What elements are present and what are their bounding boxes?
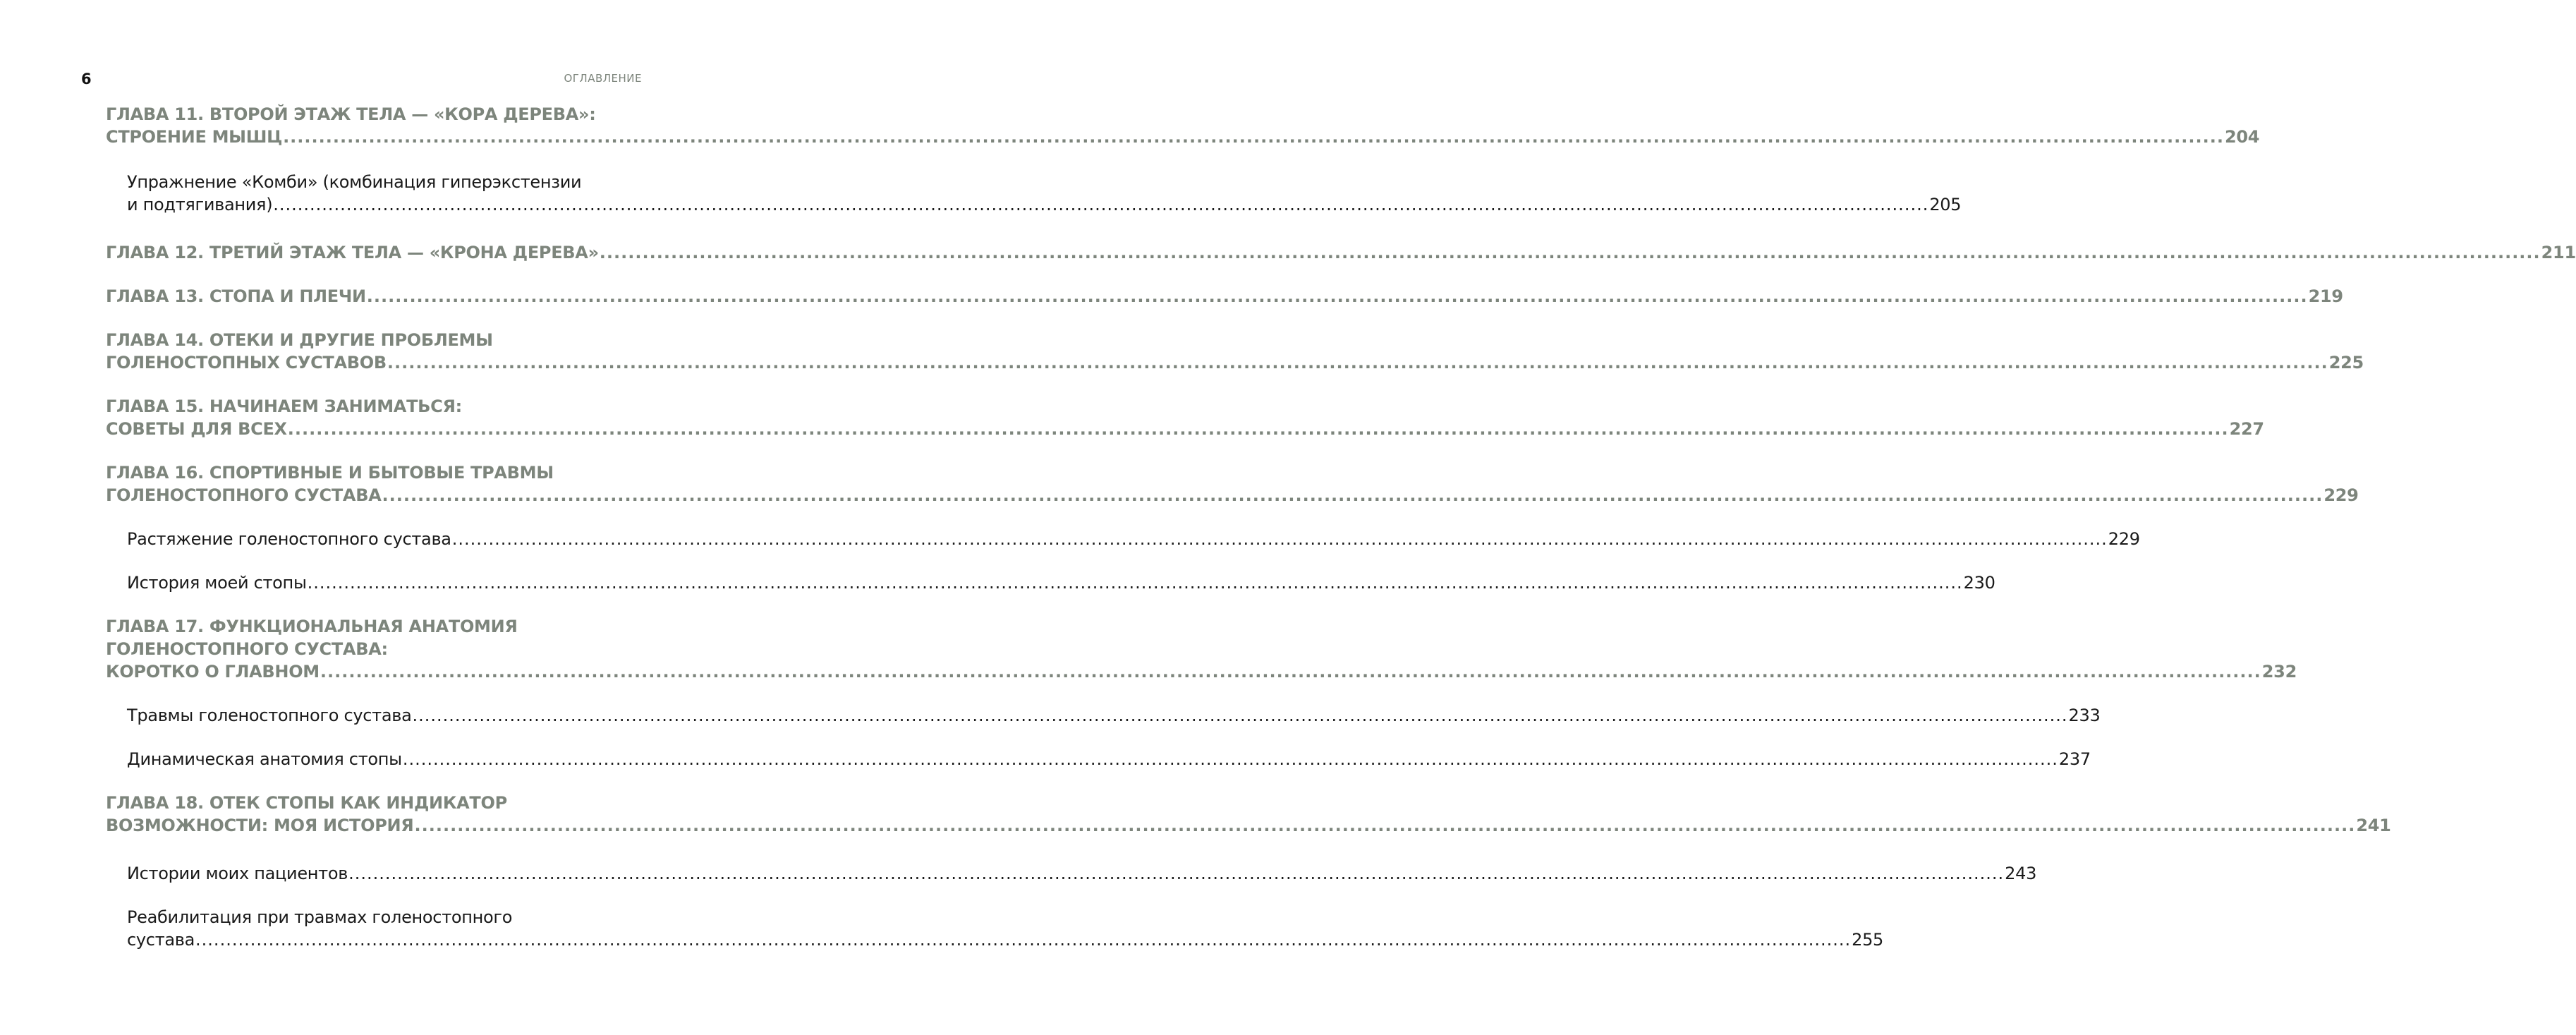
entry-title-line: и подтягивания) — [127, 195, 273, 214]
entry-last-line — [106, 418, 2264, 440]
entry-title-line: ГОЛЕНОСТОПНЫХ СУСТАВОВ — [106, 353, 387, 373]
entry-page-number: 229 — [2323, 485, 2359, 505]
entry-title-line: ГОЛЕНОСТОПНОГО СУСТАВА: — [106, 639, 388, 659]
entry-page-number: 219 — [2308, 286, 2343, 306]
entry-title-line: ГЛАВА 13. СТОПА И ПЛЕЧИ — [106, 286, 366, 306]
toc-chapter-entry[interactable] — [106, 461, 2359, 507]
entry-title-line: СТРОЕНИЕ МЫШЦ — [106, 127, 283, 147]
entry-title-line: Растяжение голеностопного сустава — [127, 529, 451, 549]
entry-page-number: 230 — [1963, 573, 1995, 593]
entry-page-number: 227 — [2229, 419, 2264, 439]
toc-subsection-entry[interactable] — [106, 571, 1995, 594]
entry-page-number: 237 — [2058, 749, 2091, 769]
entry-last-line — [127, 528, 2140, 550]
entry-title-line: ГЛАВА 15. НАЧИНАЕМ ЗАНИМАТЬСЯ: — [106, 397, 462, 416]
dot-leader: ................................................................................................................................................................................................................................................................................ — [402, 749, 2058, 769]
entry-title-line: сустава — [127, 930, 195, 950]
entry-page-number: 211 — [2541, 243, 2576, 262]
entry-last-line — [106, 484, 2359, 507]
entry-page-number: 233 — [2068, 706, 2101, 725]
dot-leader: ................................................................................................................................................................................................................................................................................ — [451, 529, 2108, 549]
running-header: ОГЛАВЛЕНИЕ — [564, 72, 642, 85]
toc-chapter-entry[interactable] — [106, 395, 2264, 440]
entry-title-line: ВОЗМОЖНОСТИ: МОЯ ИСТОРИЯ — [106, 816, 414, 835]
entry-last-line — [106, 660, 2297, 683]
dot-leader: ................................................................................................................................................................................................................................................................................ — [348, 864, 2005, 883]
entry-page-number: 205 — [1929, 195, 1962, 214]
dot-leader: ................................................................................................................................................................................................................................................................................ — [412, 706, 2068, 725]
entry-title-line: СОВЕТЫ ДЛЯ ВСЕХ — [106, 419, 287, 439]
dot-leader: ................................................................................................................................................................................................................................................................................ — [387, 353, 2328, 373]
dot-leader: ................................................................................................................................................................................................................................................................................ — [283, 127, 2224, 147]
entry-title-line: ГЛАВА 16. СПОРТИВНЫЕ И БЫТОВЫЕ ТРАВМЫ — [106, 463, 554, 483]
entry-page-number: 225 — [2328, 353, 2364, 373]
toc-chapter-entry[interactable] — [106, 329, 2364, 374]
entry-title-line: ГЛАВА 17. ФУНКЦИОНАЛЬНАЯ АНАТОМИЯ — [106, 617, 518, 636]
toc-subsection-entry[interactable] — [106, 748, 2091, 770]
entry-title-line: ГЛАВА 14. ОТЕКИ И ДРУГИЕ ПРОБЛЕМЫ — [106, 330, 493, 350]
toc-chapter-entry[interactable] — [106, 285, 2343, 308]
dot-leader: ................................................................................................................................................................................................................................................................................ — [195, 930, 1852, 950]
toc-subsection-entry[interactable] — [106, 171, 1962, 216]
entry-title-line: Травмы голеностопного сустава — [127, 706, 412, 725]
entry-page-number: 243 — [2005, 864, 2037, 883]
dot-leader: ................................................................................................................................................................................................................................................................................ — [307, 573, 1963, 593]
entry-title-line: ГЛАВА 11. ВТОРОЙ ЭТАЖ ТЕЛА — «КОРА ДЕРЕВА»: — [106, 104, 596, 124]
entry-page-number: 232 — [2261, 662, 2297, 682]
entry-title-line: Реабилитация при травмах голеностопного — [127, 907, 513, 927]
toc-subsection-entry[interactable] — [106, 906, 1884, 951]
dot-leader: ................................................................................................................................................................................................................................................................................ — [287, 419, 2229, 439]
toc-chapter-entry[interactable] — [106, 792, 2391, 837]
entry-last-line — [127, 704, 2101, 727]
entry-last-line — [127, 571, 1995, 594]
entry-last-line — [106, 351, 2364, 374]
toc-subsection-entry[interactable] — [106, 862, 2037, 885]
entry-page-number: 241 — [2356, 816, 2391, 835]
entry-page-number: 229 — [2108, 529, 2140, 549]
entry-title-line: Динамическая анатомия стопы — [127, 749, 402, 769]
toc-subsection-entry[interactable] — [106, 528, 2140, 550]
entry-page-number: 204 — [2224, 127, 2260, 147]
toc-chapter-entry[interactable] — [106, 103, 2260, 148]
entry-last-line — [106, 285, 2343, 308]
entry-title-line: ГЛАВА 18. ОТЕК СТОПЫ КАК ИНДИКАТОР — [106, 793, 507, 813]
entry-last-line — [127, 748, 2091, 770]
entry-title-line: История моей стопы — [127, 573, 307, 593]
entry-last-line — [106, 241, 2576, 264]
toc-subsection-entry[interactable] — [106, 704, 2101, 727]
toc-chapter-entry[interactable] — [106, 615, 2297, 683]
dot-leader: ................................................................................................................................................................................................................................................................................ — [320, 662, 2261, 682]
entry-title-line: КОРОТКО О ГЛАВНОМ — [106, 662, 320, 682]
dot-leader: ................................................................................................................................................................................................................................................................................ — [382, 485, 2323, 505]
entry-last-line — [127, 928, 1884, 951]
entry-title-line: Истории моих пациентов — [127, 864, 348, 883]
page-number: 6 — [81, 71, 92, 87]
entry-title-line: Упражнение «Комби» (комбинация гиперэкстензии — [127, 172, 582, 192]
entry-title-line: ГОЛЕНОСТОПНОГО СУСТАВА — [106, 485, 382, 505]
dot-leader: ................................................................................................................................................................................................................................................................................ — [414, 816, 2356, 835]
dot-leader: ................................................................................................................................................................................................................................................................................ — [366, 286, 2308, 306]
entry-last-line — [106, 126, 2260, 148]
entry-title-line: ГЛАВА 12. ТРЕТИЙ ЭТАЖ ТЕЛА — «КРОНА ДЕРЕВА» — [106, 243, 599, 262]
toc-chapter-entry[interactable] — [106, 241, 2576, 264]
dot-leader: ................................................................................................................................................................................................................................................................................ — [273, 195, 1929, 214]
entry-last-line — [127, 862, 2037, 885]
dot-leader: ................................................................................................................................................................................................................................................................................ — [599, 243, 2541, 262]
entry-page-number: 255 — [1852, 930, 1884, 950]
entry-last-line — [127, 193, 1962, 216]
entry-last-line — [106, 814, 2391, 837]
